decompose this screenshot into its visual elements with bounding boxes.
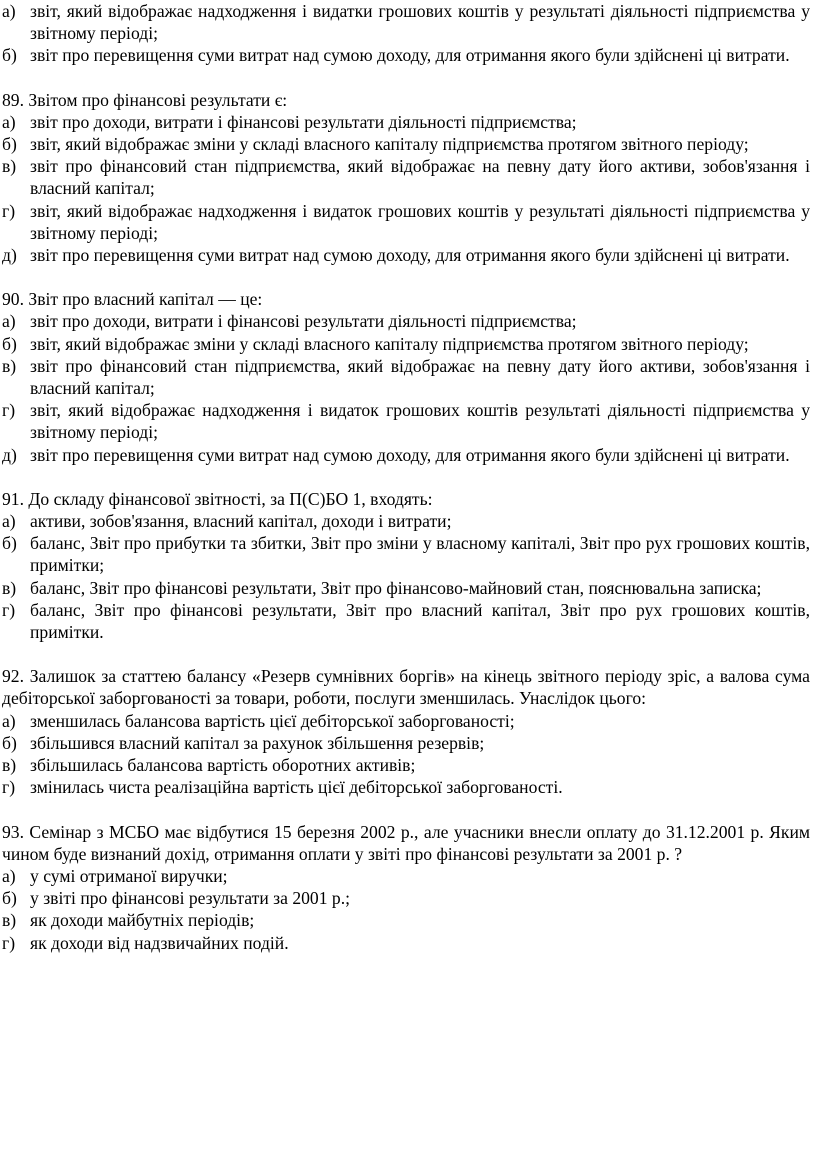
option-text: звіт про фінансовий стан підприємства, який відображає на певну дату його активи, зобов'язання і власний капітал; [30, 156, 810, 199]
option-letter: в) [2, 577, 17, 598]
option-letter: в) [2, 355, 17, 376]
answer-option [2, 355, 810, 399]
answer-option [2, 599, 810, 643]
option-text: збільшилась балансова вартість оборотних активів; [30, 755, 416, 776]
option-text: звіт, який відображає надходження і видаток грошових коштів результаті діяльності підприємства у звітному періоді; [30, 400, 810, 443]
answer-list-continued [2, 0, 810, 67]
question-90 [2, 288, 810, 466]
option-text: активи, зобов'язання, власний капітал, доходи і витрати; [30, 511, 452, 532]
option-text: звіт, який відображає надходження і видаток грошових коштів у результаті діяльності підприємства у звітному періоді; [30, 200, 810, 243]
option-letter: а) [2, 311, 16, 332]
question-text: 90. Звіт про власний капітал — це: [2, 289, 263, 310]
answer-option [2, 333, 810, 355]
answer-option [2, 776, 810, 798]
answer-option [2, 133, 810, 155]
answer-option [2, 532, 810, 576]
answer-option [2, 444, 810, 466]
spacer [2, 266, 810, 288]
option-text: як доходи від надзвичайних подій. [30, 932, 289, 953]
option-text: звіт про перевищення суми витрат над сумою доходу, для отримання якого були здійснені ці витрати. [30, 45, 790, 66]
option-letter: в) [2, 755, 17, 776]
option-text: баланс, Звіт про фінансові результати, Звіт про власний капітал, Звіт про рух грошових коштів, примітки. [30, 599, 810, 643]
option-text: як доходи майбутніх періодів; [30, 910, 255, 931]
answer-option [2, 155, 810, 199]
option-text: у сумі отриманої виручки; [30, 865, 228, 886]
answer-option [2, 887, 810, 909]
answer-option [2, 200, 810, 244]
answer-option [2, 732, 810, 754]
spacer [2, 67, 810, 89]
option-letter: д) [2, 245, 17, 266]
question-text: 89. Звітом про фінансові результати є: [2, 89, 288, 110]
answer-option [2, 0, 810, 44]
option-text: звіт про фінансовий стан підприємства, який відображає на певну дату його активи, зобов'язання і власний капітал; [30, 355, 810, 399]
answer-option [2, 577, 810, 599]
answer-option [2, 865, 810, 887]
option-text: змінилась чиста реалізаційна вартість цієї дебіторської заборгованості. [30, 777, 563, 798]
option-text: збільшився власний капітал за рахунок збільшення резервів; [30, 732, 485, 753]
option-text: звіт про перевищення суми витрат над сумою доходу, для отримання якого були здійснені ці витрати. [30, 444, 790, 465]
question-text: 93. Семінар з МСБО має відбутися 15 березня 2002 р., але учасники внесли оплату до 31.12.2001 р. Яким чином буде визнаний дохід, отримання оплати у звіті про фінансові результати за 2001 р. ? [2, 821, 810, 864]
answer-option [2, 244, 810, 266]
option-letter: г) [2, 400, 16, 421]
option-text: у звіті про фінансові результати за 2001 р.; [30, 888, 350, 909]
option-letter: г) [2, 200, 16, 221]
answer-option [2, 754, 810, 776]
option-text: баланс, Звіт про фінансові результати, Звіт про фінансово-майновий стан, пояснювальна записка; [30, 577, 762, 598]
option-letter: а) [2, 511, 16, 532]
question-89 [2, 89, 810, 267]
option-letter: б) [2, 732, 17, 753]
option-letter: г) [2, 777, 16, 798]
option-text: баланс, Звіт про прибутки та збитки, Звіт про зміни у власному капіталі, Звіт про рух грошових коштів, примітки; [30, 533, 810, 576]
option-text: звіт про доходи, витрати і фінансові результати діяльності підприємства; [30, 111, 577, 132]
answer-option [2, 909, 810, 931]
option-text: звіт про доходи, витрати і фінансові результати діяльності підприємства; [30, 311, 577, 332]
option-letter: а) [2, 865, 16, 886]
option-text: звіт, який відображає надходження і видатки грошових коштів у результаті діяльності підприємства у звітному періоді; [30, 1, 810, 44]
spacer [2, 466, 810, 488]
answer-option [2, 510, 810, 532]
option-letter: г) [2, 599, 16, 620]
option-letter: б) [2, 333, 17, 354]
answer-option [2, 932, 810, 954]
option-text: звіт, який відображає зміни у складі власного капіталу підприємства протягом звітного періоду; [30, 134, 749, 155]
option-letter: б) [2, 888, 17, 909]
answer-option [2, 44, 810, 66]
option-letter: а) [2, 710, 16, 731]
option-text: звіт про перевищення суми витрат над сумою доходу, для отримання якого були здійснені ці витрати. [30, 245, 790, 266]
question-93 [2, 821, 810, 954]
option-text: зменшилась балансова вартість цієї дебіторської заборгованості; [30, 710, 515, 731]
question-text: 92. Залишок за статтею балансу «Резерв сумнівних боргів» на кінець звітного періоду зріс, а валова сума дебіторської заборгованості за товари, роботи, послуги зменшилась. Унаслідок цього: [2, 666, 810, 709]
option-letter: д) [2, 444, 17, 465]
option-letter: б) [2, 45, 17, 66]
question-92 [2, 665, 810, 798]
option-letter: г) [2, 932, 16, 953]
option-letter: б) [2, 533, 17, 554]
option-letter: в) [2, 156, 17, 177]
answer-option [2, 111, 810, 133]
answer-option [2, 710, 810, 732]
spacer [2, 799, 810, 821]
question-text: 91. До складу фінансової звітності, за П(С)БО 1, входять: [2, 488, 433, 509]
spacer [2, 643, 810, 665]
answer-option [2, 310, 810, 332]
option-letter: а) [2, 1, 16, 21]
option-text: звіт, який відображає зміни у складі власного капіталу підприємства протягом звітного періоду; [30, 333, 749, 354]
option-letter: б) [2, 134, 17, 155]
question-91 [2, 488, 810, 643]
option-letter: в) [2, 910, 17, 931]
option-letter: а) [2, 111, 16, 132]
answer-option [2, 399, 810, 443]
